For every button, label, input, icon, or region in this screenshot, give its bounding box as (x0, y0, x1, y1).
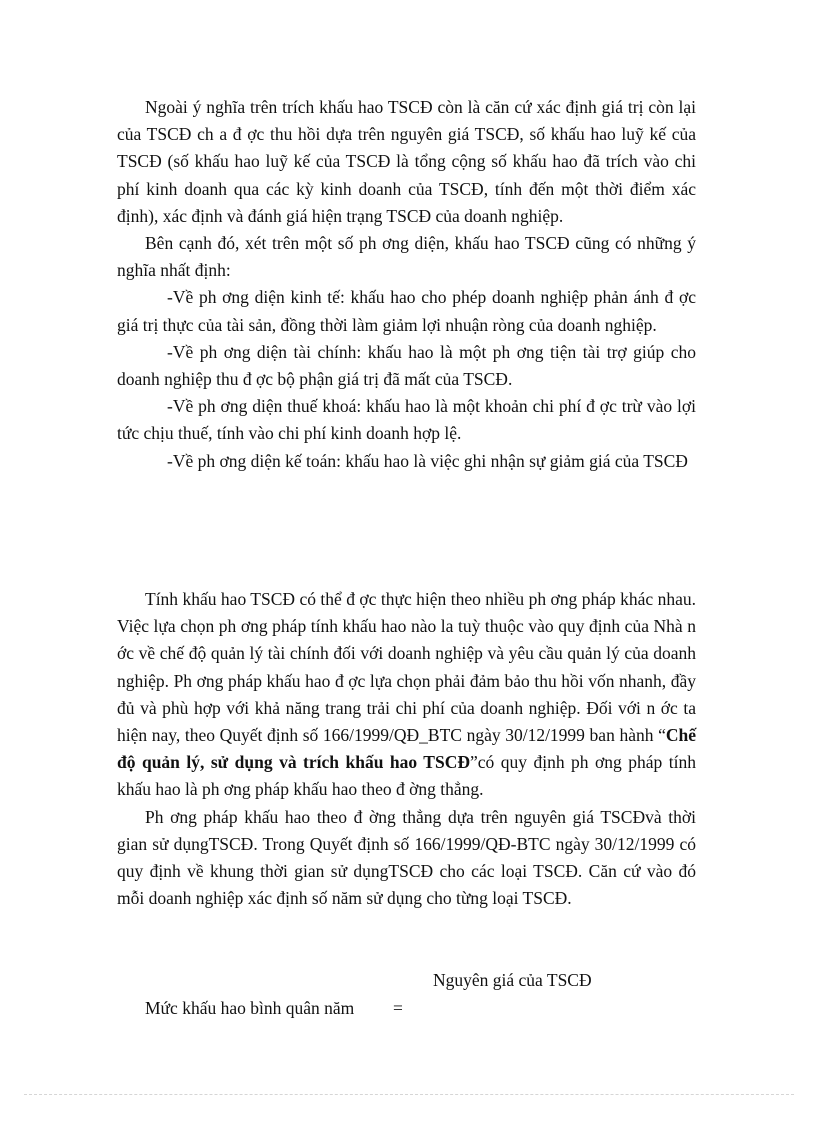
bullet-tax: -Về ph ơng diện thuế khoá: khấu hao là một khoản chi phí đ ợc trừ vào lợi tức chịu thuế, tính vào chi phí kinh doanh hợp lệ. (117, 396, 696, 444)
methods-text-end: ”có quy định ph ơng pháp tính khấu hao là ph ơng pháp khấu hao theo đ ờng thẳng. (117, 752, 696, 800)
bullet-economic: -Về ph ơng diện kinh tế: khấu hao cho phép doanh nghiệp phản ánh đ ợc giá trị thực của tài sản, đồng thời làm giảm lợi nhuận ròng của doanh nghiệp. (117, 287, 696, 335)
decision-title: Chế độ quản lý, sử dụng và trích khấu hao TSCĐ (117, 725, 696, 773)
formula-equals: = (393, 998, 403, 1018)
bullet-financial: -Về ph ơng diện tài chính: khấu hao là một ph ơng tiện tài trợ giúp cho doanh nghiệp thu đ ợc bộ phận giá trị đã mất của TSCĐ. (117, 341, 696, 390)
page-bottom-divider (24, 1094, 794, 1095)
text-block-upper (117, 94, 696, 475)
formula-label: Mức khấu hao bình quân năm (145, 998, 355, 1018)
methods-text: Tính khấu hao TSCĐ có thể đ ợc thực hiện theo nhiều ph ơng pháp khác nhau. Việc lựa chọn ph ơng pháp tính khấu hao nào la tuỳ thuộc vào quy định của Nhà n ớc về chế độ quản lý tài chính đối với doanh nghiệp và yêu cầu quản lý của doanh nghiệp. Ph ơng pháp khấu hao đ ợc lựa chọn phải đảm bảo thu hồi vốn nhanh, đầy đủ và phù hợp với khả năng trang trải chi phí của doanh nghiệp. Đối với n ớc ta hiện nay, theo Quyết định số 166/1999/QĐ_BTC ngày 30/12/1999 ban hành “ (117, 589, 696, 746)
paragraph-methods (117, 586, 696, 804)
paragraph-intro: Ngoài ý nghĩa trên trích khấu hao TSCĐ còn là căn cứ xác định giá trị còn lại của TSCĐ ch a đ ợc thu hồi dựa trên nguyên giá TSCĐ, số khấu hao luỹ kế của TSCĐ (số khấu hao luỹ kế của TSCĐ là tổng cộng số khấu hao đã trích vào chi phí kinh doanh qua các kỳ kinh doanh của TSCĐ, tính đến một thời điểm xác định), xác định và đánh giá hiện trạng TSCĐ của doanh nghiệp. (117, 97, 696, 226)
formula-numerator: Nguyên giá của TSCĐ (433, 970, 592, 990)
bullet-accounting: -Về ph ơng diện kế toán: khấu hao là việc ghi nhận sự giảm giá của TSCĐ (167, 450, 688, 471)
paragraph-straight-line: Ph ơng pháp khấu hao theo đ ờng thẳng dựa trên nguyên giá TSCĐvà thời gian sử dụngTSCĐ. Trong Quyết định số 166/1999/QĐ-BTC ngày 30/12/1999 có quy định về khung thời gian sử dụngTSCĐ cho các loại TSCĐ. Căn cứ vào đó mỗi doanh nghiệp xác định số năm sử dụng cho từng loại TSCĐ. (117, 806, 696, 909)
text-block-lower (117, 586, 696, 912)
paragraph-aspects: Bên cạnh đó, xét trên một số ph ơng diện, khấu hao TSCĐ cũng có những ý nghĩa nhất định: (117, 233, 696, 281)
